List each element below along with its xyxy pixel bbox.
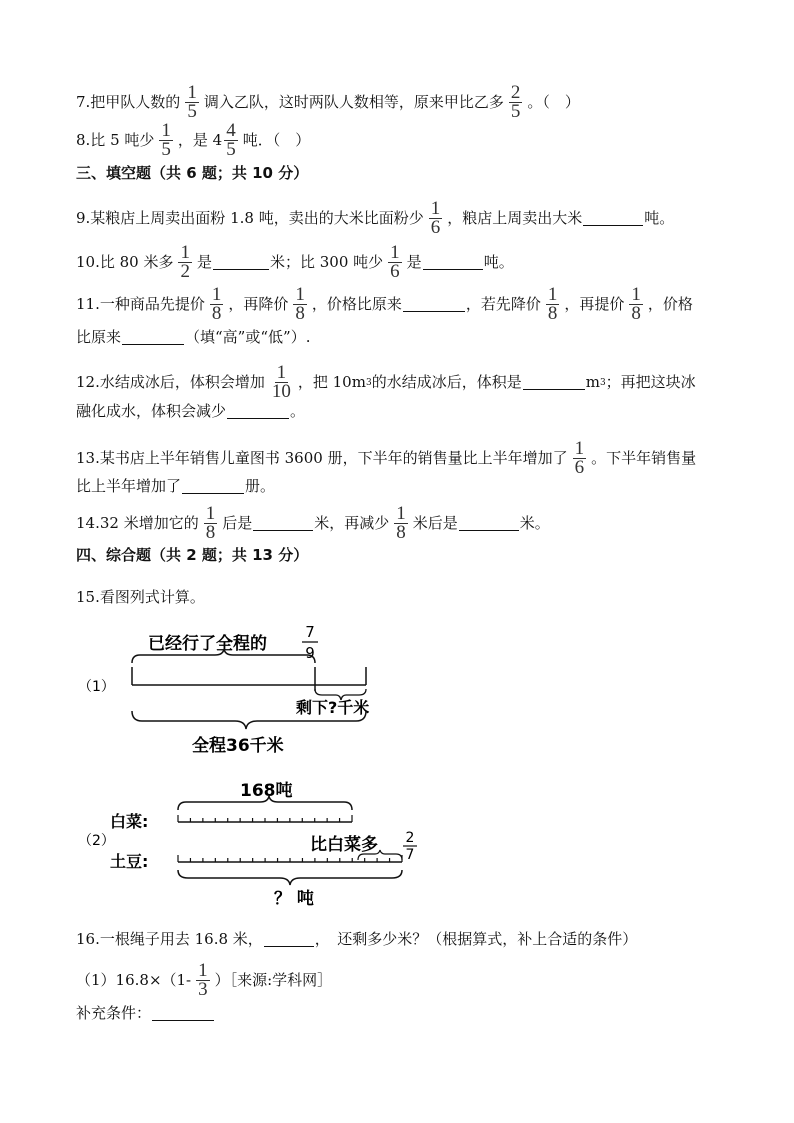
question-9	[76, 200, 674, 237]
denominator: 8	[211, 303, 222, 324]
q10-text-e: 吨。	[483, 253, 514, 271]
numerator: 1	[390, 242, 400, 263]
denominator: 8	[547, 303, 558, 324]
q8-text-b: ，是 4	[177, 131, 223, 149]
q11-text-g: ，价格	[647, 295, 693, 313]
fraction	[159, 122, 173, 159]
q11-text-e: ，再提价	[564, 295, 625, 313]
q13-text-b: 。下半年销售量	[591, 449, 697, 467]
numerator: 1	[295, 284, 305, 305]
q11-text-line2a: 比原来	[76, 328, 122, 346]
denominator: 6	[430, 217, 441, 238]
question-13	[76, 440, 696, 477]
potato-ticks	[178, 855, 402, 862]
denominator: 8	[205, 522, 216, 543]
numerator: 1	[187, 82, 197, 103]
q7-text-a: 7.把甲队人数的	[76, 93, 181, 111]
denominator: 8	[631, 303, 641, 324]
question-14	[76, 505, 550, 542]
fraction	[546, 286, 560, 323]
denominator: 5	[226, 139, 236, 160]
denominator: 3	[198, 979, 208, 1000]
fraction	[178, 244, 192, 281]
condition-label: 补充条件：	[76, 1004, 152, 1022]
q12-text-c: 的水结成冰后，体积是	[371, 373, 522, 391]
numerator: 1	[430, 198, 441, 219]
fraction	[429, 200, 443, 237]
q10-text-b: 是	[196, 253, 212, 271]
fraction-numerator: 7	[305, 623, 315, 641]
q11-text-line2b: （填“高”或“低”）.	[185, 328, 311, 346]
q16-text-b: ， 还剩多少米？（根据算式，补上合适的条件）	[314, 930, 638, 948]
numerator: 1	[547, 284, 558, 305]
question-10	[76, 244, 514, 281]
question-12: 12.水结成冰后，体积会增加 $\frac{1}{10}$ ，把 10m 3 的水结成冰后，体积是 m 3 ；再把这块冰	[76, 362, 696, 402]
q10-text-a: 10.比 80 米多	[76, 253, 174, 271]
fraction-numerator: 2	[405, 830, 415, 846]
potato-label: 土豆:	[110, 852, 149, 871]
fraction	[210, 286, 224, 323]
answer-blank[interactable]	[459, 516, 519, 531]
question-7	[76, 84, 580, 121]
answer-blank[interactable]	[523, 375, 585, 390]
q11-text-b: ，再降价	[228, 295, 289, 313]
section-3-heading: 三、填空题（共 6 题；共 10 分）	[76, 164, 309, 182]
fraction	[224, 122, 238, 159]
numerator: 4	[226, 120, 236, 141]
numerator: 1	[211, 284, 222, 305]
q9-text-b: ，粮店上周卖出大米	[447, 209, 583, 227]
denominator: 5	[161, 139, 171, 160]
question-11-line-2	[76, 330, 310, 345]
fraction	[509, 84, 523, 121]
q8-text-a: 8.比 5 吨少	[76, 131, 155, 149]
fraction	[270, 364, 293, 401]
q14-text-a: 14.32 米增加它的	[76, 514, 199, 532]
q9-text-c: 吨。	[644, 209, 675, 227]
numerator: 1	[574, 438, 585, 459]
q10-text-d: 是	[406, 253, 422, 271]
fraction	[204, 505, 218, 542]
answer-blank[interactable]	[227, 404, 289, 419]
numerator: 1	[276, 362, 287, 383]
q13-text-line2b: 册。	[245, 477, 276, 495]
answer-paren: 吨．（ ）	[242, 131, 311, 149]
q11-text-c: ，价格比原来	[311, 295, 402, 313]
answer-paren: 。（ ）	[527, 93, 580, 111]
cabbage-label: 白菜:	[110, 812, 149, 831]
fraction	[185, 84, 199, 121]
condition-blank[interactable]	[152, 1006, 214, 1021]
denominator: 10	[271, 381, 291, 402]
answer-blank[interactable]	[403, 297, 465, 312]
answer-blank[interactable]	[122, 330, 184, 345]
q14-text-c: 米，再减少	[314, 514, 390, 532]
question-15-title: 15.看图列式计算。	[76, 588, 205, 606]
numerator: 1	[161, 120, 171, 141]
q13-text-a: 13.某书店上半年销售儿童图书 3600 册，下半年的销售量比上半年增加了	[76, 449, 568, 467]
fraction-denominator: 9	[305, 644, 315, 662]
q10-text-c: 米；比 300 吨少	[270, 253, 384, 271]
q11-text-d: ，若先降价	[465, 295, 541, 313]
q9-text-a: 9.某粮店上周卖出面粉 1.8 吨，卖出的大米比面粉少	[76, 209, 424, 227]
denominator: 8	[396, 522, 406, 543]
q12-text-b: ，把 10m	[297, 373, 366, 391]
answer-blank[interactable]	[182, 479, 244, 494]
denominator: 6	[574, 457, 585, 478]
question-12-line-2	[76, 404, 305, 419]
part-1-label: （1）	[78, 679, 115, 695]
q12-text-line2b: 。	[290, 402, 306, 420]
traveled-label: 已经行了全程的	[148, 634, 267, 654]
q11-text-a: 11.一种商品先提价	[76, 295, 205, 313]
answer-blank[interactable]	[583, 211, 643, 226]
q12-text-line2a: 融化成水，体积会减少	[76, 402, 227, 420]
denominator: 5	[187, 101, 197, 122]
question-16-part-1	[76, 962, 332, 999]
denominator: 2	[180, 261, 190, 282]
diagram-2	[60, 778, 440, 913]
q12-text-d: ；再把这块冰	[605, 373, 696, 391]
more-than-cabbage-label: 比白菜多	[310, 835, 378, 855]
question-13-line-2	[76, 479, 275, 494]
q14-text-e: 米。	[519, 514, 550, 532]
fraction	[629, 286, 643, 323]
fraction-denominator: 7	[405, 847, 415, 863]
numerator: 1	[180, 242, 190, 263]
q14-text-b: 后是	[222, 514, 253, 532]
fraction	[394, 505, 408, 542]
q14-text-d: 米后是	[412, 514, 458, 532]
part-2-label: （2）	[78, 833, 115, 849]
numerator: 1	[205, 503, 216, 524]
total-label: 全程36千米	[192, 736, 284, 756]
fraction	[293, 286, 307, 323]
question-16-condition	[76, 1006, 215, 1021]
remaining-label: 剩下?千米	[296, 698, 370, 717]
numerator: 1	[631, 284, 641, 305]
q16-formula-a: （1）16.8×（1-	[76, 971, 192, 989]
fraction	[388, 244, 402, 281]
section-4-heading: 四、综合题（共 2 题；共 13 分）	[76, 546, 309, 564]
q13-text-line2a: 比上半年增加了	[76, 477, 182, 495]
question-16	[76, 932, 637, 947]
numerator: 1	[396, 503, 406, 524]
potato-question-label: ？ 吨	[274, 889, 314, 909]
cabbage-ticks	[178, 815, 352, 822]
denominator: 6	[390, 261, 400, 282]
q16-formula-b: ）［来源:学科网］	[214, 971, 333, 989]
potato-brace	[178, 870, 402, 885]
fraction	[573, 440, 587, 477]
answer-blank[interactable]	[213, 255, 269, 270]
answer-blank[interactable]	[253, 516, 313, 531]
answer-blank[interactable]	[264, 932, 314, 947]
cabbage-amount-label: 168吨	[240, 781, 293, 801]
diagram-1	[60, 615, 420, 765]
question-8	[76, 122, 310, 159]
unit: m	[585, 373, 600, 391]
question-11	[76, 286, 693, 323]
q16-text-a: 16.一根绳子用去 16.8 米，	[76, 930, 263, 948]
q7-text-b: 调入乙队，这时两队人数相等，原来甲比乙多	[203, 93, 504, 111]
denominator: 8	[295, 303, 305, 324]
answer-blank[interactable]	[423, 255, 483, 270]
numerator: 2	[510, 82, 521, 103]
fraction	[196, 962, 210, 999]
q12-text-a: 12.水结成冰后，体积会增加	[76, 373, 265, 391]
denominator: 5	[510, 101, 521, 122]
numerator: 1	[198, 960, 208, 981]
